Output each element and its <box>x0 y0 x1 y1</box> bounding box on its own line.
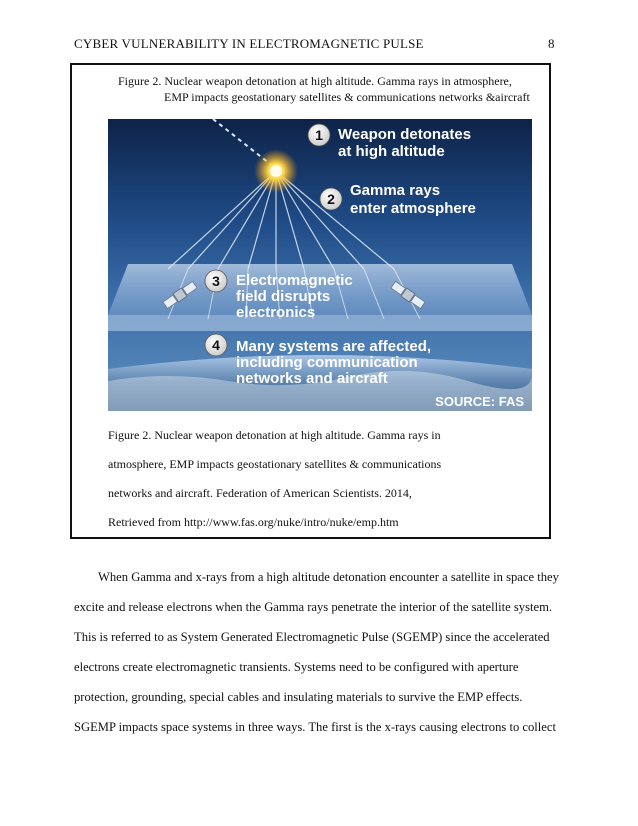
figure-caption-line: networks and aircraft. Federation of American Scientists. 2014, <box>108 486 412 500</box>
figure-caption-line: Figure 2. Nuclear weapon detonation at high altitude. Gamma rays in <box>108 428 441 442</box>
page-number: 8 <box>548 36 555 51</box>
figure-caption-line: atmosphere, EMP impacts geostationary satellites & communications <box>108 457 442 471</box>
step-2-number: 2 <box>327 191 335 207</box>
step-4-line3: networks and aircraft <box>236 370 388 387</box>
figure-caption-top <box>118 73 558 105</box>
body-line: electrons create electromagnetic transients. Systems need to be configured with aperture <box>74 660 519 674</box>
step-1-line1: Weapon detonates <box>338 126 472 143</box>
step-4-line1: Many systems are affected, <box>236 338 432 355</box>
step-3-line2: field disrupts <box>236 288 331 305</box>
figure-caption-line: Retrieved from http://www.fas.org/nuke/intro/nuke/emp.htm <box>108 515 399 529</box>
running-header-title: CYBER VULNERABILITY IN ELECTROMAGNETIC PULSE <box>74 36 424 51</box>
atmosphere-glow <box>108 315 532 331</box>
figure-caption-top-line1: Figure 2. Nuclear weapon detonation at high altitude. Gamma rays in atmosphere, <box>118 74 512 88</box>
step-1-line2: at high altitude <box>338 143 445 160</box>
body-line: This is referred to as System Generated Electromagnetic Pulse (SGEMP) since the accelerated <box>74 630 550 644</box>
figure-caption-top-line2: EMP impacts geostationary satellites & communications networks &aircraft <box>164 90 530 104</box>
step-4-number: 4 <box>212 337 220 353</box>
image-source-label: SOURCE: FAS <box>435 394 524 409</box>
step-2-line2: enter atmosphere <box>350 200 476 217</box>
body-line: When Gamma and x-rays from a high altitude detonation encounter a satellite in space they <box>98 570 559 584</box>
step-1-number: 1 <box>315 127 323 143</box>
body-line: protection, grounding, special cables and insulating materials to survive the EMP effects. <box>74 690 523 704</box>
step-3-line3: electronics <box>236 304 316 321</box>
emp-infographic <box>108 119 532 411</box>
step-2-line1: Gamma rays <box>350 182 441 199</box>
body-line: SGEMP impacts space systems in three ways. The first is the x-rays causing electrons to collect <box>74 720 556 734</box>
body-line: excite and release electrons when the Gamma rays penetrate the interior of the satellite system. <box>74 600 553 614</box>
figure-box <box>70 63 551 539</box>
step-4-line2: including communication <box>236 354 418 371</box>
step-3-number: 3 <box>212 273 220 289</box>
step-3-line1: Electromagnetic <box>236 272 353 289</box>
